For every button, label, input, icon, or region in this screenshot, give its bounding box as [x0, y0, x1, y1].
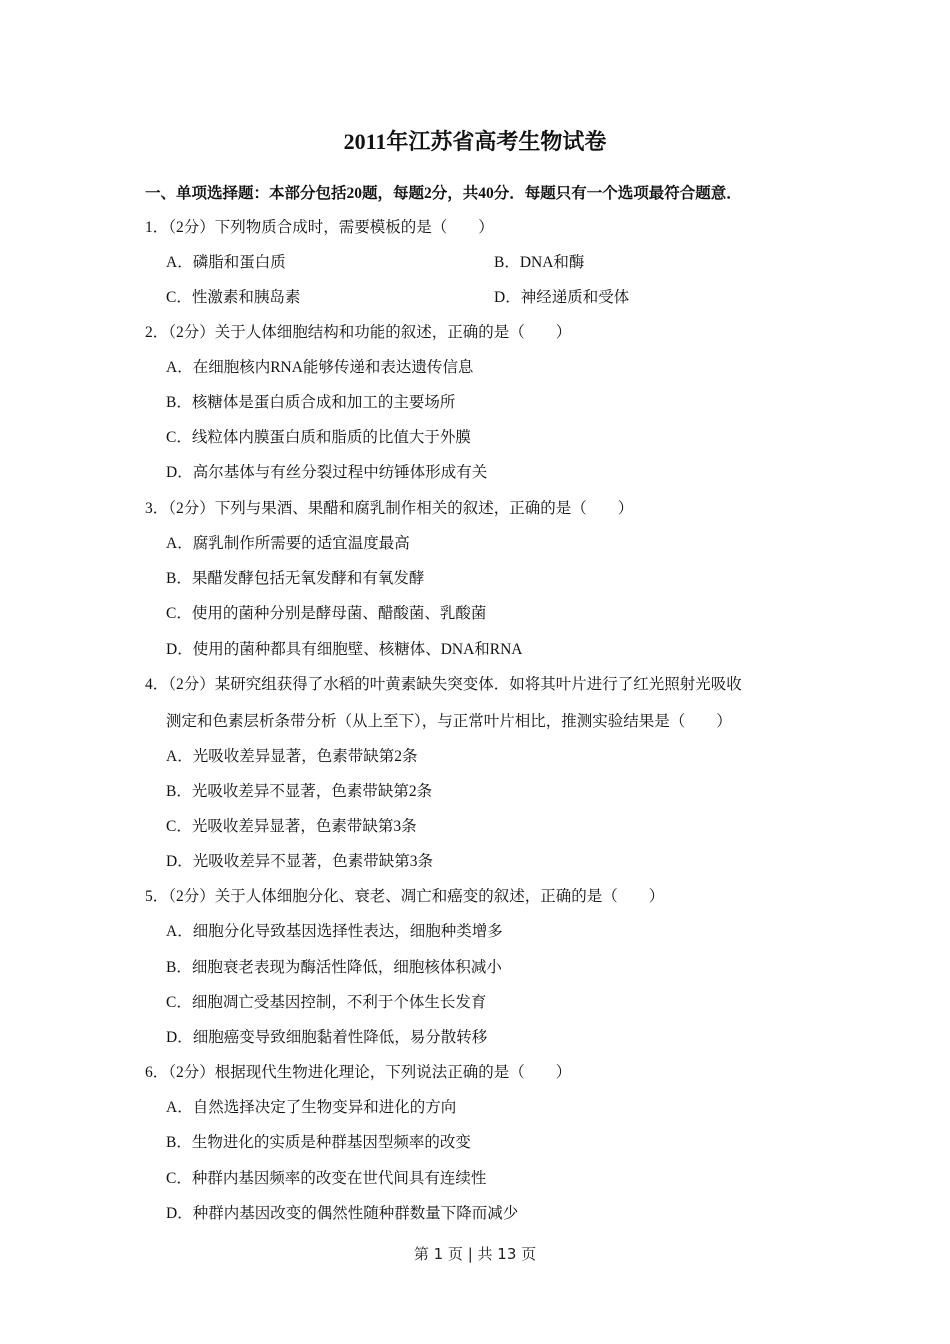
- question-6-option-d: D．种群内基因改变的偶然性随种群数量下降而减少: [166, 1205, 519, 1222]
- question-4-option-b: B．光吸收差异不显著，色素带缺第2条: [166, 783, 433, 800]
- question-6-option-c: C．种群内基因频率的改变在世代间具有连续性: [166, 1170, 487, 1187]
- question-3-option-c: C．使用的菌种分别是酵母菌、醋酸菌、乳酸菌: [166, 605, 487, 622]
- page-footer: 第 1 页 | 共 13 页: [413, 1245, 537, 1263]
- question-5-option-b: B．细胞衰老表现为酶活性降低，细胞核体积减小: [166, 959, 502, 976]
- question-3-stem: 3．（2分）下列与果酒、果醋和腐乳制作相关的叙述，正确的是（ ）: [145, 500, 634, 517]
- question-1-option-d: D．神经递质和受体: [494, 289, 630, 306]
- question-2-option-c: C．线粒体内膜蛋白质和脂质的比值大于外膜: [166, 429, 471, 446]
- question-4-option-a: A．光吸收差异显著，色素带缺第2条: [166, 748, 418, 765]
- question-5-option-a: A．细胞分化导致基因选择性表达，细胞种类增多: [166, 923, 503, 940]
- question-5-stem: 5．（2分）关于人体细胞分化、衰老、凋亡和癌变的叙述，正确的是（ ）: [145, 888, 665, 905]
- question-2-option-b: B．核糖体是蛋白质合成和加工的主要场所: [166, 394, 456, 411]
- question-4-stem: 4．（2分）某研究组获得了水稻的叶黄素缺失突变体．如将其叶片进行了红光照射光吸收: [145, 676, 742, 693]
- question-4-option-c: C．光吸收差异显著，色素带缺第3条: [166, 818, 417, 835]
- question-2-option-a: A．在细胞核内RNA能够传递和表达遗传信息: [166, 359, 474, 376]
- question-2-option-d: D．高尔基体与有丝分裂过程中纺锤体形成有关: [166, 464, 488, 481]
- question-6-option-b: B．生物进化的实质是种群基因型频率的改变: [166, 1134, 471, 1151]
- question-3-option-d: D．使用的菌种都具有细胞壁、核糖体、DNA和RNA: [166, 641, 523, 658]
- question-1-stem: 1．（2分）下列物质合成时，需要模板的是（ ）: [145, 219, 494, 236]
- question-3-option-b: B．果醋发酵包括无氧发酵和有氧发酵: [166, 570, 425, 587]
- question-1-option-c: C．性激素和胰岛素: [166, 289, 301, 306]
- question-1-option-b: B．DNA和酶: [494, 254, 585, 271]
- question-6-stem: 6．（2分）根据现代生物进化理论，下列说法正确的是（ ）: [145, 1064, 572, 1081]
- question-3-option-a: A．腐乳制作所需要的适宜温度最高: [166, 535, 410, 552]
- question-1-option-a: A．磷脂和蛋白质: [166, 254, 286, 271]
- question-4-stem-continued: 测定和色素层析条带分析（从上至下），与正常叶片相比，推测实验结果是（ ）: [166, 713, 732, 730]
- question-5-option-d: D．细胞癌变导致细胞黏着性降低，易分散转移: [166, 1029, 488, 1046]
- question-6-option-a: A．自然选择决定了生物变异和进化的方向: [166, 1099, 457, 1116]
- question-4-option-d: D．光吸收差异不显著，色素带缺第3条: [166, 853, 433, 870]
- question-2-stem: 2．（2分）关于人体细胞结构和功能的叙述，正确的是（ ）: [145, 324, 572, 341]
- section-heading: 一、单项选择题：本部分包括20题，每题2分，共40分．每题只有一个选项最符合题意．: [145, 185, 742, 202]
- question-5-option-c: C．细胞凋亡受基因控制，不利于个体生长发育: [166, 994, 487, 1011]
- page-title: 2011年江苏省高考生物试卷: [343, 129, 607, 154]
